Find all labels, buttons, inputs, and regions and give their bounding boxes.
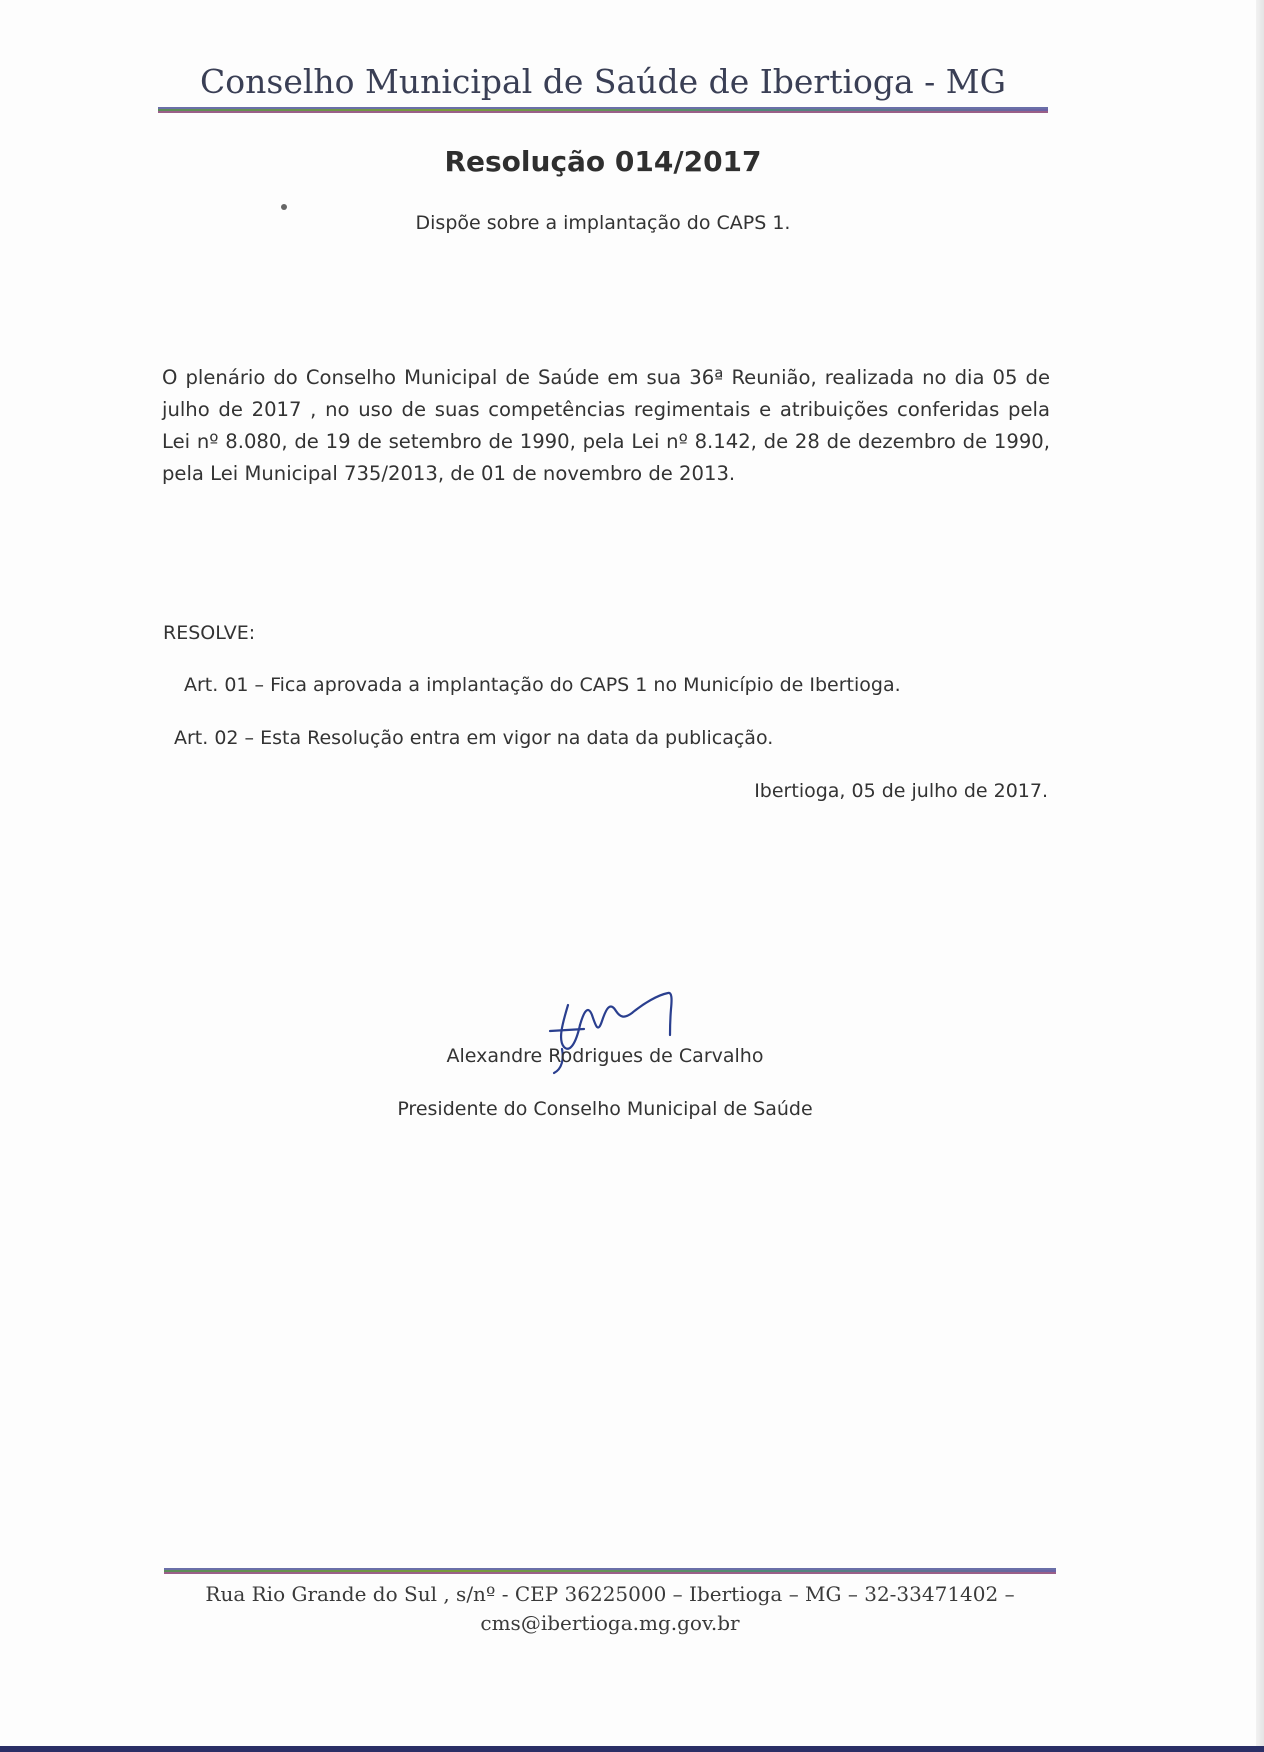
resolve-heading: RESOLVE: xyxy=(163,622,256,644)
article-01: Art. 01 – Fica aprovada a implantação do CAPS 1 no Município de Ibertioga. xyxy=(184,674,901,696)
signature-stroke xyxy=(561,1005,580,1049)
article-02: Art. 02 – Esta Resolução entra em vigor na data da publicação. xyxy=(174,727,774,749)
council-header-title: Conselho Municipal de Saúde de Ibertioga - MG xyxy=(200,62,1006,101)
signature-stroke xyxy=(580,993,672,1035)
place-and-date: Ibertioga, 05 de julho de 2017. xyxy=(754,780,1048,802)
handwritten-signature xyxy=(540,985,710,1095)
scan-speck xyxy=(281,204,287,210)
footer-divider xyxy=(164,1568,1056,1574)
footer-address xyxy=(164,1580,1056,1638)
scan-edge-right xyxy=(1256,0,1264,1752)
header-divider xyxy=(158,107,1048,113)
signer-role: Presidente do Conselho Municipal de Saúde xyxy=(397,1098,813,1120)
scan-edge-bottom xyxy=(0,1746,1264,1752)
footer-email: cms@ibertioga.mg.gov.br xyxy=(480,1611,740,1635)
signer-name: Alexandre Rodrigues de Carvalho xyxy=(446,1045,764,1067)
resolution-title: Resolução 014/2017 xyxy=(444,145,762,178)
preamble-paragraph: O plenário do Conselho Municipal de Saúde em sua 36ª Reunião, realizada no dia 05 de julho de 2017 , no uso de suas competências regimentais e atribuições conferidas pela Lei nº 8.080, de 19 de setembro de 1990, pela Lei nº 8.142, de 28 de dezembro de 1990, pela Lei Municipal 735/2013, de 01 de novembro de 2013. xyxy=(162,366,1050,485)
footer-address-line: Rua Rio Grande do Sul , s/nº - CEP 36225000 – Ibertioga – MG – 32-33471402 – xyxy=(205,1582,1015,1606)
resolution-subject: Dispõe sobre a implantação do CAPS 1. xyxy=(415,212,791,234)
